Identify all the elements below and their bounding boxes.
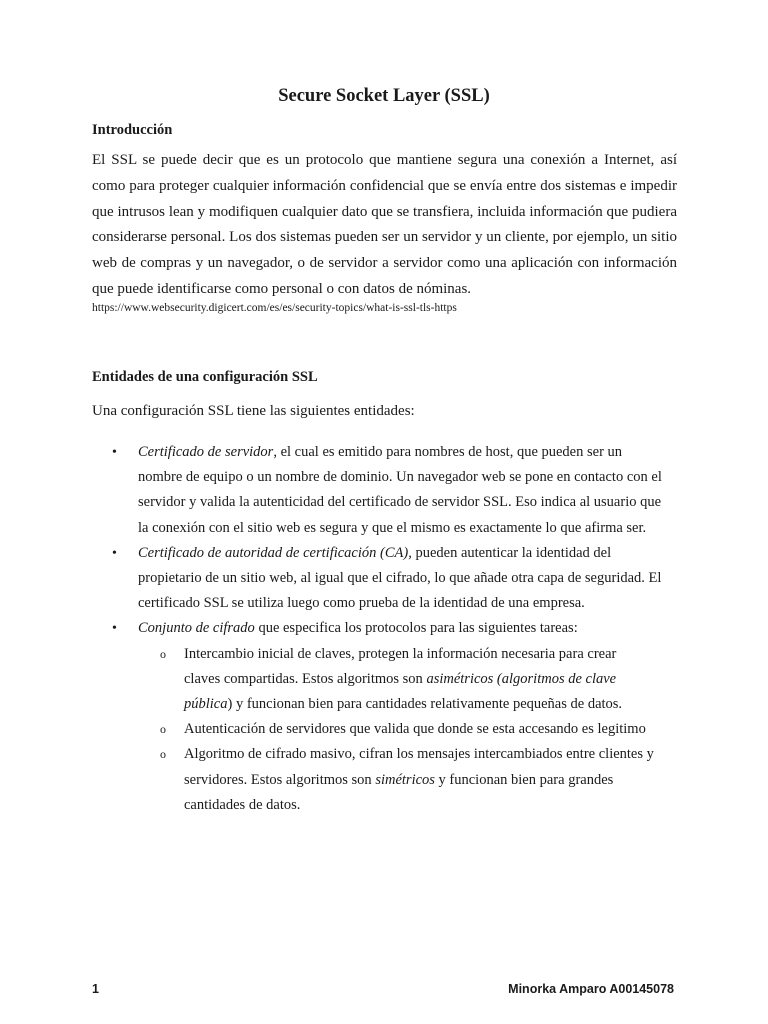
sub-list-item (0, 742, 654, 818)
bullet-icon: • (112, 545, 117, 561)
sub-bullet-icon: o (160, 646, 166, 661)
cipher-tasks-list (0, 642, 668, 818)
bullet-text: pueden autenticar la identidad del propietario de un sitio web, al igual que el cifrado, lo que añade otra capa de seguridad. El certificado SSL se utiliza luego como prueba de la identidad de una empresa. (138, 544, 662, 612)
sub-bullet-text: Autenticación de servidores que valida que donde se esta accesando es legitimo (184, 721, 646, 738)
page-number: 1 (92, 982, 99, 996)
sub-bullet-text: ) y funcionan bien para cantidades relativamente pequeñas de datos. (227, 696, 623, 713)
entities-heading: Entidades de una configuración SSL (92, 369, 318, 385)
sub-bullet-text: Intercambio inicial de claves, protegen la información necesaria para crear claves compartidas. Estos algoritmos son (184, 645, 617, 687)
list-item (0, 616, 668, 818)
entities-list (0, 440, 700, 818)
sub-bullet-emphasis: simétricos (375, 771, 435, 788)
intro-paragraph: El SSL se puede decir que es un protocolo que mantiene segura una conexión a Internet, así como para proteger cualquier información confidencial que se envía entre dos sistemas e impedir que intrusos lean y modifiquen cualquier dato que se transfiera, incluida información que pudiera considerarse personal. Los dos sistemas pueden ser un servidor y un cliente, por ejemplo, un sitio web de compras y un navegador, o de servidor a servidor como una aplicación con información que puede identificarse como personal o con datos de nóminas. (92, 152, 677, 297)
bullet-term: Certificado de servidor (138, 444, 274, 460)
sub-list-item (0, 717, 654, 742)
page-title: Secure Socket Layer (SSL) (278, 86, 490, 106)
bullet-text: , el cual es emitido para nombres de host, que pueden ser un nombre de equipo o un nombre de dominio. Un navegador web se pone en contacto con el servidor y valida la autenticidad del certificado de servidor SSL. Eso indica al usuario que la conexión con el sitio web es segura y que el mismo es exactamente lo que afirma ser. (138, 444, 662, 536)
bullet-text: que especifica los protocolos para las siguientes tareas: (254, 620, 578, 637)
bullet-icon: • (112, 621, 117, 637)
source-url: https://www.websecurity.digicert.com/es/es/security-topics/what-is-ssl-tls-https (92, 302, 457, 314)
sub-list-item (0, 642, 654, 718)
sub-bullet-icon: o (160, 747, 166, 762)
sub-bullet-emphasis: asimétricos (algoritmos de clave pública (184, 670, 617, 713)
sub-bullet-text: Algoritmo de cifrado masivo, cifran los mensajes intercambiados entre clientes y servidores. Estos algoritmos son (184, 746, 654, 788)
bullet-icon: • (112, 445, 117, 460)
sub-bullet-icon: o (160, 722, 166, 737)
bullet-term: Conjunto de cifrado (138, 620, 255, 637)
bullet-term: Certificado de autoridad de certificación (CA), (138, 544, 412, 561)
intro-heading: Introducción (92, 122, 173, 138)
list-item (0, 541, 668, 617)
sub-bullet-text: y funcionan bien para grandes cantidades de datos. (184, 771, 614, 813)
footer-author: Minorka Amparo A00145078 (508, 982, 674, 996)
list-item (0, 440, 668, 541)
entities-intro: Una configuración SSL tiene las siguientes entidades: (92, 403, 415, 419)
